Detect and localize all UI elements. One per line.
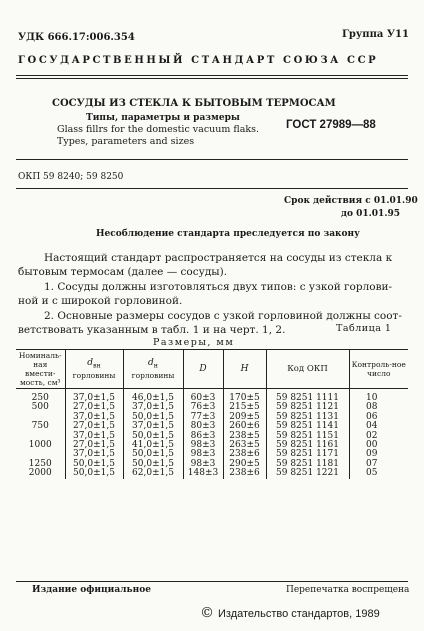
table-cell: 238±6	[229, 468, 260, 479]
table-cell: 263±5	[229, 439, 260, 450]
table-cell: 59 8251 1151	[276, 430, 339, 441]
official-edition: Издание официальное	[32, 585, 151, 595]
table-cell: 59 8251 1181	[276, 458, 339, 469]
table-cell: 50,0±1,5	[73, 458, 115, 469]
table-cell: 07	[366, 458, 378, 469]
table-cell: 37,0±1,5	[73, 430, 115, 441]
header-dvn	[65, 350, 123, 389]
english-title-line1: Glass fillrs for the domestic vacuum flaks.	[57, 124, 260, 135]
table-cell: 290±5	[229, 458, 260, 469]
clause-1-line2: ной и с широкой горловиной.	[18, 295, 183, 307]
table-cell: 08	[366, 402, 378, 413]
table-cell: 170±5	[229, 393, 260, 403]
header-rule-bottom	[16, 78, 408, 79]
table-cell: 209±5	[229, 411, 260, 422]
table-cell: 05	[366, 468, 378, 479]
table-cell: 27,0±1,5	[73, 439, 115, 450]
table-cell: 77±3	[190, 411, 216, 422]
header-dvn-subscript: вн	[93, 362, 101, 370]
table-cell: 98±3	[190, 449, 216, 460]
table-cell: 10	[366, 393, 378, 403]
table-cell: 50,0±1,5	[132, 430, 174, 441]
column-control	[349, 389, 408, 479]
table-cell: 86±3	[190, 430, 216, 441]
publisher: Издательство стандартов, 1989	[218, 608, 380, 620]
table-cell: 215±5	[229, 402, 260, 413]
table-cell: 60±3	[190, 393, 216, 403]
header-dvn-symbol: d	[87, 358, 94, 369]
clause-2-line1: 2. Основные размеры сосудов с узкой горловиной должны соот-	[44, 310, 402, 322]
header-control: Контроль-ное число	[349, 350, 408, 389]
table-cell: 76±3	[190, 402, 216, 413]
column-dvn	[65, 389, 123, 479]
legal-notice: Несоблюдение стандарта преследуется по закону	[96, 229, 360, 239]
table-cell: 80±3	[190, 421, 216, 432]
table-cell: 37,0±1,5	[132, 421, 174, 432]
table-cell: 62,0±1,5	[132, 468, 174, 479]
header-dn-symbol: d	[148, 358, 154, 369]
table-cell: 59 8251 1221	[276, 468, 339, 479]
table-cell: 59 8251 1161	[276, 439, 339, 450]
reprint-prohibited: Перепечатка воспрещена	[286, 585, 410, 595]
title-rule	[16, 159, 408, 160]
table-cell: 37,0±1,5	[73, 411, 115, 422]
table-cell: 98±3	[190, 458, 216, 469]
table-cell: 59 8251 1111	[276, 393, 339, 403]
table-cell: 50,0±1,5	[132, 449, 174, 460]
table-cell: 59 8251 1171	[276, 449, 339, 460]
table-cell: 750	[31, 421, 49, 432]
table-cell: 27,0±1,5	[73, 402, 115, 413]
table-cell: 09	[366, 449, 378, 460]
table-cell: 2000	[28, 468, 52, 479]
english-title-line2: Types, parameters and sizes	[57, 136, 195, 147]
table-cell: 27,0±1,5	[73, 421, 115, 432]
okp-codes: ОКП 59 8240; 59 8250	[18, 172, 124, 182]
table-cell: 37,0±1,5	[73, 449, 115, 460]
table-cell: 46,0±1,5	[132, 393, 174, 403]
header-H: H	[223, 350, 266, 389]
document-subtitle: Типы, параметры и размеры	[86, 113, 240, 123]
header-D: D	[183, 350, 223, 389]
header-dn-word: горловины	[131, 370, 175, 380]
table-cell: 500	[31, 402, 49, 413]
table-cell: 59 8251 1141	[276, 421, 339, 432]
table-cell: 238±5	[229, 430, 260, 441]
table-cell: 02	[366, 430, 378, 441]
table-cell: 50,0±1,5	[132, 458, 174, 469]
header-okp: Код ОКП	[266, 350, 349, 389]
header-dn	[123, 350, 183, 389]
validity-end: до 01.01.95	[341, 209, 400, 219]
table-cell: 00	[366, 439, 378, 450]
table-header-row	[16, 350, 408, 389]
table-body-row	[16, 389, 408, 479]
agency-title: ГОСУДАРСТВЕННЫЙ СТАНДАРТ СОЮЗА ССР	[18, 55, 379, 66]
table-cell: 59 8251 1121	[276, 402, 339, 413]
table-cell: 41,0±1,5	[132, 439, 174, 450]
document-title: СОСУДЫ ИЗ СТЕКЛА К БЫТОВЫМ ТЕРМОСАМ	[52, 98, 336, 109]
table-cell: 50,0±1,5	[132, 411, 174, 422]
table-units: Размеры, мм	[153, 337, 235, 348]
header-rule-top	[16, 75, 408, 76]
table-cell: 148±3	[187, 468, 219, 479]
gost-number: ГОСТ 27989—88	[286, 119, 376, 131]
table-cell: 37,0±1,5	[73, 393, 115, 403]
table-caption: Таблица 1	[336, 323, 392, 334]
column-dn	[123, 389, 183, 479]
okp-rule	[16, 188, 408, 189]
table-cell: 98±3	[190, 439, 216, 450]
table-cell: 260±6	[229, 421, 260, 432]
header-dn-subscript: н	[153, 362, 158, 370]
column-nominal	[16, 389, 65, 479]
table-cell: 06	[366, 411, 378, 422]
table-cell: 59 8251 1131	[276, 411, 339, 422]
copyright-icon: ©	[200, 605, 214, 621]
intro-line1: Настоящий стандарт распространяется на сосуды из стекла к	[44, 252, 393, 264]
table-cell: 37,0±1,5	[132, 402, 174, 413]
group-code: Группа У11	[342, 29, 409, 40]
table-cell: 1250	[28, 458, 52, 469]
header-nominal: Номиналь-ная вмести-мость, см³	[16, 350, 65, 389]
column-okp	[266, 389, 349, 479]
table-cell: 250	[31, 393, 49, 403]
udk-code: УДК 666.17:006.354	[18, 32, 135, 43]
footer-rule	[16, 581, 408, 582]
intro-line2: бытовым термосам (далее — сосуды).	[18, 266, 228, 278]
validity-start: Срок действия с 01.01.90	[284, 196, 418, 206]
table-cell: 238±6	[229, 449, 260, 460]
table-cell: 1000	[28, 439, 52, 450]
column-H	[223, 389, 266, 479]
table-cell: 04	[366, 421, 378, 432]
clause-1-line1: 1. Сосуды должны изготовляться двух типов: с узкой горлови-	[44, 281, 393, 293]
table-cell: 50,0±1,5	[73, 468, 115, 479]
sizes-table	[16, 349, 408, 479]
clause-2-line2: ветствовать указанным в табл. 1 и на черт. 1, 2.	[18, 324, 286, 336]
column-D	[183, 389, 223, 479]
header-dvn-word: горловины	[72, 370, 116, 380]
